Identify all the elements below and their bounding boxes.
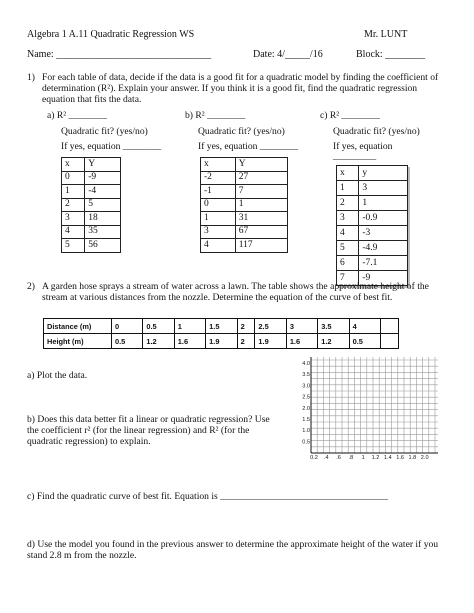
y-tick-label: 4.0: [302, 361, 310, 367]
table-cell: 117: [235, 239, 287, 253]
table-header-row: [337, 166, 408, 181]
table-cell: -7.1: [359, 256, 408, 271]
table-cell: 1.2: [318, 334, 349, 349]
table-cell: 1.5: [206, 319, 237, 334]
table-row: [62, 171, 121, 185]
q1b-r2-label: b) R² ________: [185, 110, 246, 121]
x-tick-label: .4: [323, 455, 329, 460]
table-cell: 0: [62, 171, 85, 185]
table-cell: -0.9: [359, 211, 408, 226]
q2c-prompt: c) Find the quadratic curve of best fit. Equation is ___________________________________: [27, 491, 389, 502]
table-row: [337, 226, 408, 241]
table-header-x: x: [201, 158, 236, 172]
table-cell: 2: [337, 196, 359, 211]
q2b-prompt: b) Does this data better fit a linear or quadratic regression? Use the coefficient r² (for the linear regression) and R² (for the quadratic regression) to explain.: [27, 414, 270, 447]
height-row: [44, 334, 399, 349]
table-row: [337, 211, 408, 226]
q1-instructions: For each table of data, decide if the data is a good fit for a quadratic model by finding the coefficient of determination (R²). Explain your answer. If you think it is a good fit, find the quadratic regression equation that fits the data.: [42, 72, 439, 105]
table-header-y: Y: [235, 158, 287, 172]
table-cell: 7: [337, 271, 359, 286]
table-cell: 1: [337, 181, 359, 196]
q2-number: 2): [27, 281, 35, 292]
table-header-x: x: [337, 166, 359, 181]
table-header-y: y: [359, 166, 408, 181]
q1b-data-table: [200, 157, 288, 253]
table-row: [337, 256, 408, 271]
x-tick-label: 1.6: [396, 455, 404, 460]
q1c-data-table: [336, 165, 408, 286]
q1a-fit-question: Quadratic fit? (yes/no): [61, 126, 148, 137]
table-cell: 6: [337, 256, 359, 271]
y-tick-label: 1.0: [302, 428, 310, 435]
table-cell: 3: [62, 212, 85, 226]
table-cell: 0.5: [143, 319, 174, 334]
table-header-row: [201, 158, 288, 172]
table-cell: [381, 319, 399, 334]
q1c-r2-label: c) R² ________: [320, 110, 380, 121]
table-row: [201, 239, 288, 253]
table-cell: 0: [201, 198, 236, 212]
q2-instructions: A garden hose sprays a stream of water across a lawn. The table shows the approximate height of the stream at various distances from the nozzle. Determine the equation of the curve of best fit.: [42, 281, 429, 303]
table-row: [201, 198, 288, 212]
table-cell: 4: [62, 225, 85, 239]
table-cell: 18: [85, 212, 121, 226]
table-cell: 1.6: [174, 334, 205, 349]
distance-row: [44, 319, 399, 334]
table-cell: 4: [337, 226, 359, 241]
table-cell: 3: [337, 211, 359, 226]
date-field[interactable]: Date: 4/_____/16: [253, 49, 323, 60]
table-row: [62, 225, 121, 239]
table-cell: 27: [235, 171, 287, 185]
y-tick-label: 0.5: [302, 439, 310, 446]
q1a-equation-prompt: If yes, equation ________: [61, 141, 162, 152]
table-cell: 3: [359, 181, 408, 196]
table-cell: 67: [235, 225, 287, 239]
table-cell: 1: [62, 185, 85, 199]
hose-data-table: [43, 318, 399, 349]
y-tick-label: 2.0: [302, 405, 310, 412]
table-row: [62, 185, 121, 199]
q1b-equation-prompt: If yes, equation ________: [198, 141, 299, 152]
table-row: [337, 181, 408, 196]
table-cell: 0.5: [349, 334, 380, 349]
table-cell: 4: [201, 239, 236, 253]
y-tick-label: 2.5: [302, 394, 310, 401]
table-header-x: x: [62, 158, 85, 172]
q1c-equation-prompt: If yes, equation: [333, 141, 393, 152]
distance-label: Distance (m): [44, 319, 112, 334]
table-cell: 35: [85, 225, 121, 239]
grid-svg: [295, 357, 438, 460]
table-cell: 2.5: [255, 319, 286, 334]
table-cell: 1.6: [286, 334, 317, 349]
table-row: [201, 212, 288, 226]
table-cell: -9: [85, 171, 121, 185]
q1c-equation-blank[interactable]: _________: [333, 151, 377, 162]
q1c-fit-question: Quadratic fit? (yes/no): [333, 126, 420, 137]
q2a-prompt: a) Plot the data.: [27, 370, 88, 381]
table-row: [337, 196, 408, 211]
table-row: [62, 239, 121, 253]
table-cell: -4.9: [359, 241, 408, 256]
table-cell: 4: [349, 319, 380, 334]
table-row: [201, 171, 288, 185]
table-cell: 3: [201, 225, 236, 239]
table-header-row: [62, 158, 121, 172]
y-tick-label: 3.5: [302, 372, 310, 379]
table-cell: -3: [359, 226, 408, 241]
q2d-prompt: d) Use the model you found in the previous answer to determine the approximate height of the water if you stand 2.8 m from the nozzle.: [27, 539, 439, 561]
table-cell: 1.9: [206, 334, 237, 349]
table-row: [337, 241, 408, 256]
table-cell: 0.5: [112, 334, 143, 349]
x-tick-label: 1.8: [408, 455, 417, 460]
x-tick-label: 1.2: [371, 455, 380, 460]
x-tick-label: 0.2: [310, 455, 318, 460]
x-tick-label: .8: [348, 455, 354, 460]
block-field[interactable]: Block: ________: [356, 49, 426, 60]
table-cell: -4: [85, 185, 121, 199]
table-cell: 3: [286, 319, 317, 334]
table-cell: 2: [62, 198, 85, 212]
name-field[interactable]: Name: _______________________________: [27, 49, 212, 60]
height-label: Height (m): [44, 334, 112, 349]
table-cell: 5: [337, 241, 359, 256]
x-tick-label: 1.4: [383, 455, 392, 460]
table-cell: 5: [85, 198, 121, 212]
table-cell: 1.9: [255, 334, 286, 349]
table-row: [62, 198, 121, 212]
table-header-y: Y: [85, 158, 121, 172]
table-cell: 2: [237, 334, 255, 349]
table-cell: 1: [235, 198, 287, 212]
worksheet-title: Algebra 1 A.11 Quadratic Regression WS: [27, 29, 195, 40]
x-tick-label: .6: [336, 455, 341, 460]
table-cell: 31: [235, 212, 287, 226]
y-tick-label: 1.5: [302, 417, 310, 423]
table-cell: 2: [237, 319, 255, 334]
x-tick-label: 1: [361, 455, 365, 460]
q1a-data-table: [61, 157, 121, 253]
table-cell: 5: [62, 239, 85, 253]
table-cell: -1: [201, 185, 236, 199]
table-cell: 1.2: [143, 334, 174, 349]
table-cell: 7: [235, 185, 287, 199]
table-cell: 3.5: [318, 319, 349, 334]
table-cell: -9: [359, 271, 408, 286]
x-tick-label: 2.0: [420, 455, 429, 460]
table-cell: 1: [201, 212, 236, 226]
teacher-name: Mr. LUNT: [364, 29, 408, 40]
table-cell: 1: [174, 319, 205, 334]
plot-grid[interactable]: [295, 357, 438, 460]
table-cell: [381, 334, 399, 349]
y-tick-label: 3.0: [302, 383, 310, 390]
q1b-fit-question: Quadratic fit? (yes/no): [198, 126, 285, 137]
q1a-r2-label: a) R² ________: [47, 110, 107, 121]
table-cell: 0: [112, 319, 143, 334]
table-cell: -2: [201, 171, 236, 185]
table-row: [201, 185, 288, 199]
q1-number: 1): [27, 72, 35, 83]
table-cell: 1: [359, 196, 408, 211]
table-row: [201, 225, 288, 239]
table-cell: 56: [85, 239, 121, 253]
table-row: [62, 212, 121, 226]
